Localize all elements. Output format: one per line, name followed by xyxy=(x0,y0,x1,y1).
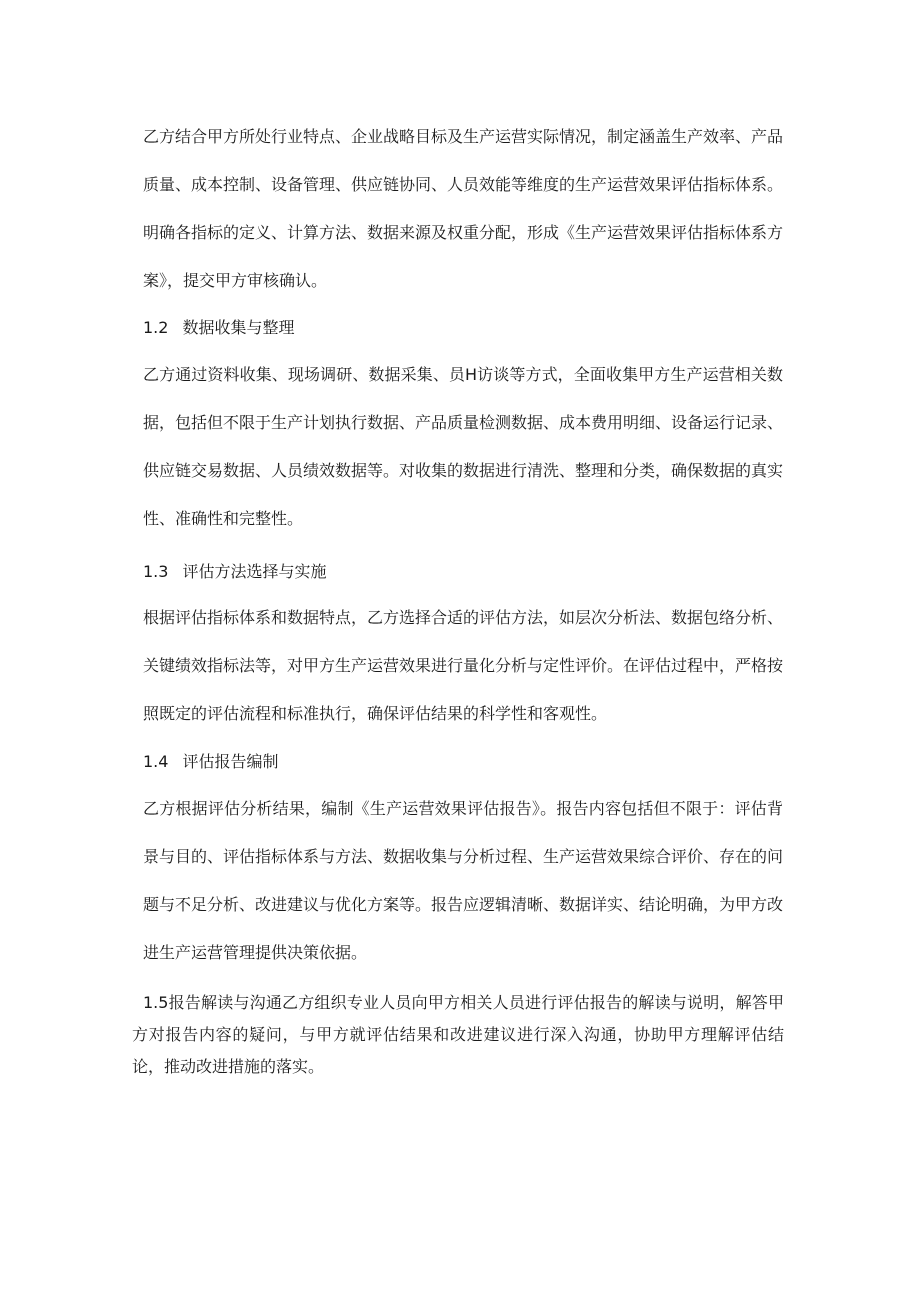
section-number: 1.4 xyxy=(143,752,169,771)
section-heading-1-3 xyxy=(143,560,326,584)
section-paragraph-1-4: 乙方根据评估分析结果，编制《生产运营效果评估报告》。报告内容包括但不限于：评估背景与目的、评估指标体系与方法、数据收集与分析过程、生产运营效果综合评价、存在的问题与不足分析、改进建议与优化方案等。报告应逻辑清晰、数据详实、结论明确，为甲方改进生产运营管理提供决策依据。 xyxy=(143,799,784,962)
section-heading-1-2 xyxy=(143,316,294,340)
section-paragraph-1-2: 乙方通过资料收集、现场调研、数据采集、员H访谈等方式，全面收集甲方生产运营相关数据，包括但不限于生产计划执行数据、产品质量检测数据、成本费用明细、设备运行记录、供应链交易数据、人员绩效数据等。对收集的数据进行清洗、整理和分类，确保数据的真实性、准确性和完整性。 xyxy=(143,365,784,528)
intro-paragraph: 乙方结合甲方所处行业特点、企业战略目标及生产运营实际情况，制定涵盖生产效率、产品质量、成本控制、设备管理、供应链协同、人员效能等维度的生产运营效果评估指标体系。明确各指标的定义、计算方法、数据来源及权重分配，形成《生产运营效果评估指标体系方案》，提交甲方审核确认。 xyxy=(143,127,784,290)
section-number: 1.2 xyxy=(143,318,169,337)
section-title: 数据收集与整理 xyxy=(182,318,295,337)
section-number: 1.3 xyxy=(143,562,169,581)
section-heading-1-4 xyxy=(143,750,278,774)
section-paragraph-1-3: 根据评估指标体系和数据特点，乙方选择合适的评估方法，如层次分析法、数据包络分析、关键绩效指标法等，对甲方生产运营效果进行量化分析与定性评价。在评估过程中，严格按照既定的评估流程和标准执行，确保评估结果的科学性和客观性。 xyxy=(143,608,784,723)
section-paragraph-1-5: 1.5报告解读与沟通乙方组织专业人员向甲方相关人员进行评估报告的解读与说明，解答甲方对报告内容的疑问，与甲方就评估结果和改进建议进行深入沟通，协助甲方理解评估结论，推动改进措施的落实。 xyxy=(132,993,784,1076)
section-title: 评估报告编制 xyxy=(182,752,279,771)
section-title: 评估方法选择与实施 xyxy=(182,562,327,581)
